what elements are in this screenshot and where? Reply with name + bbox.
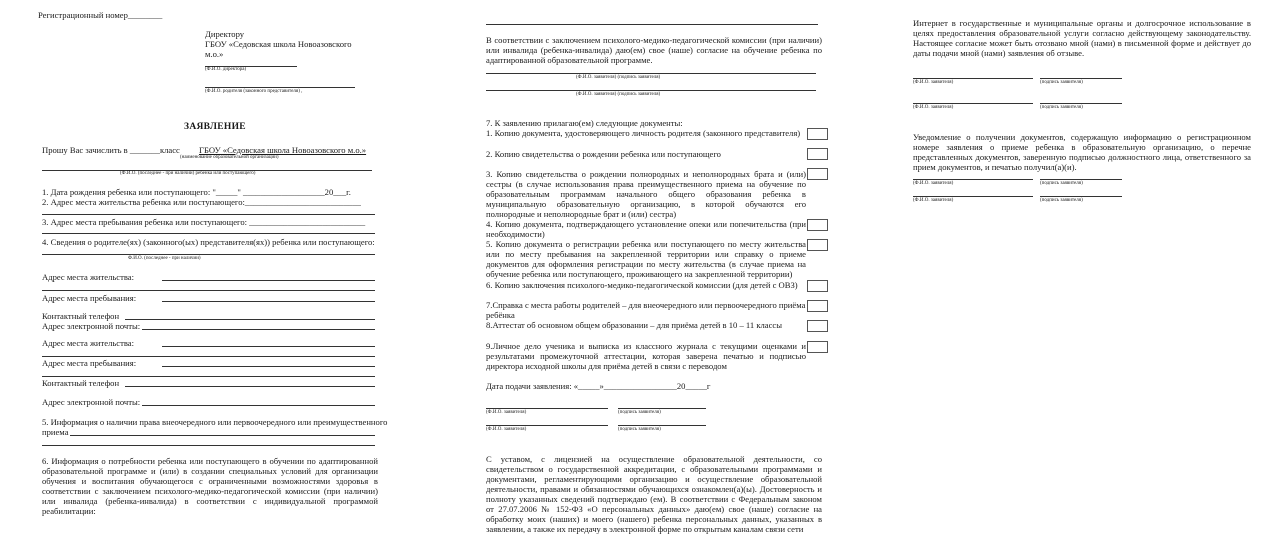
p3-sign-sig-caption-3: (подпись заявителя) bbox=[1040, 181, 1083, 186]
sign-fio-caption-1: (Ф.И.О. заявителя) bbox=[486, 410, 527, 415]
p3-sign-fio-caption-3: (Ф.И.О. заявителя) bbox=[913, 181, 954, 186]
p3-sign-sig-caption-4: (подпись заявителя) bbox=[1040, 198, 1083, 203]
blank-line bbox=[1040, 179, 1122, 180]
doc-item-1: 1. Копию документа, удостоверяющего личность родителя (законного представителя) bbox=[486, 128, 801, 138]
blank-line bbox=[42, 445, 375, 446]
item-7-title: 7. К заявлению прилагаю(ем) следующие документы: bbox=[486, 118, 683, 128]
blank-line bbox=[618, 425, 706, 426]
page-1 bbox=[0, 0, 420, 547]
school-name-line2: м.о.» bbox=[205, 49, 224, 59]
blank-line bbox=[42, 376, 375, 377]
blank-line bbox=[618, 408, 706, 409]
blank-line bbox=[162, 301, 375, 302]
doc-checkbox-2[interactable] bbox=[807, 148, 828, 160]
blank-line bbox=[142, 405, 375, 406]
doc-checkbox-7[interactable] bbox=[807, 300, 828, 312]
blank-line bbox=[142, 329, 375, 330]
blank-line bbox=[486, 24, 818, 25]
blank-line bbox=[913, 179, 1033, 180]
blank-line bbox=[162, 346, 375, 347]
blank-line bbox=[70, 435, 375, 436]
parent-fio-caption: (Ф.И.О. родителя (законного представителя) , bbox=[205, 89, 303, 94]
doc-item-9: 9.Личное дело ученика и выписка из классного журнала с текущими оценками и результатами промежуточной аттестации, которая заверена печатью и подписью директора исходной школы для приёма детей в связи с переводом bbox=[486, 341, 806, 371]
parent2-email-label: Адрес электронной почты: bbox=[42, 397, 141, 407]
item-5-line1: 5. Информация о наличии права внеочередного или первоочередного или преимущественного bbox=[42, 417, 388, 427]
blank-line bbox=[913, 196, 1033, 197]
doc-item-7: 7.Справка с места работы родителей – для внеочередного или первоочередного приёма ребёнка bbox=[486, 300, 806, 320]
blank-line bbox=[42, 214, 375, 215]
director-title: Директору bbox=[205, 29, 245, 39]
org-caption: (наименование образовательной организации) bbox=[180, 155, 279, 160]
blank-line bbox=[913, 103, 1033, 104]
sign-sig-caption-2: (подпись заявителя) bbox=[618, 427, 661, 432]
item-2-residence: 2. Адрес места жительства ребенка или поступающего:___________________________ bbox=[42, 197, 361, 207]
p3-sign-fio-caption-1: (Ф.И.О. заявителя) bbox=[913, 80, 954, 85]
page-2 bbox=[428, 0, 858, 547]
consent-text: В соответствии с заключением психолого-медико-педагогической комиссии (при наличии) или инвалида (ребенка-инвалида) даю(ем) свое (наше) согласие на обучение ребенка по адаптированной образовательной программе. bbox=[486, 35, 822, 65]
statement-title: ЗАЯВЛЕНИЕ bbox=[184, 122, 246, 132]
charter-consent-text: С уставом, с лицензией на осуществление образовательной деятельности, со свидетельством о государственной аккредитации, с образовательными программами и документами, регламентирующими организацию и осуществление образовательной деятельности, правами и обязанностями обучающихся ознакомлен(а)(ы). Достоверность и полноту указанных сведений подтверждаю (ем). В соответствии с Федеральным законом от 27.07.2006 № 152-ФЗ «О персональных данных» даю(ем) свое (наше) согласие на обработку моих (наших) и моего (нашего) ребенка персональных данных, указанных в заявлении, а также их передачу в электронной форме по открытым каналам связи сети bbox=[486, 454, 822, 534]
sign-fio-caption-2: (Ф.И.О. заявителя) bbox=[486, 427, 527, 432]
blank-line bbox=[125, 319, 375, 320]
parent2-phone-label: Контактный телефон bbox=[42, 378, 120, 388]
blank-line bbox=[42, 254, 375, 255]
parent1-address-stay-label: Адрес места пребывания: bbox=[42, 293, 137, 303]
p3-sign-fio-caption-4: (Ф.И.О. заявителя) bbox=[913, 198, 954, 203]
blank-line bbox=[42, 233, 375, 234]
sign-caption-1: (Ф.И.О. заявителя) (подпись заявителя) bbox=[576, 75, 661, 80]
school-name-line1: ГБОУ «Седовская школа Новоазовского bbox=[205, 39, 352, 49]
p3-sign-sig-caption-2: (подпись заявителя) bbox=[1040, 105, 1083, 110]
item-5-line2: приема bbox=[42, 427, 69, 437]
doc-checkbox-1[interactable] bbox=[807, 128, 828, 140]
doc-checkbox-8[interactable] bbox=[807, 320, 828, 332]
p3-sign-fio-caption-2: (Ф.И.О. заявителя) bbox=[913, 105, 954, 110]
blank-line bbox=[162, 280, 375, 281]
parent1-address-live-label: Адрес места жительства: bbox=[42, 272, 135, 282]
child-fio-caption: (Ф.И.О. (последнее - при наличии) ребенка или поступающего) bbox=[120, 171, 256, 176]
blank-line bbox=[42, 356, 375, 357]
doc-checkbox-9[interactable] bbox=[807, 341, 828, 353]
doc-item-8: 8.Аттестат об основном общем образовании – для приёма детей в 10 – 11 классы bbox=[486, 320, 783, 330]
blank-line bbox=[125, 386, 375, 387]
blank-line bbox=[1040, 196, 1122, 197]
blank-line bbox=[42, 290, 375, 291]
parent-fio-line bbox=[205, 87, 355, 88]
item-4-parents: 4. Сведения о родителе(ях) (законного(ых) представителя(ях)) ребенка или поступающего: bbox=[42, 237, 375, 247]
blank-line bbox=[1040, 103, 1122, 104]
doc-checkbox-6[interactable] bbox=[807, 280, 828, 292]
doc-checkbox-5[interactable] bbox=[807, 239, 828, 251]
request-prefix: Прошу Вас зачислить в _______класс bbox=[42, 145, 180, 155]
blank-line bbox=[162, 366, 375, 367]
blank-line bbox=[486, 408, 608, 409]
doc-item-2: 2. Копию свидетельства о рождении ребенка или поступающего bbox=[486, 149, 721, 159]
item-3-stay: 3. Адрес места пребывания ребенка или поступающего: ___________________________ bbox=[42, 217, 366, 227]
parent2-address-stay-label: Адрес места пребывания: bbox=[42, 358, 137, 368]
director-fio-caption: (Ф.И.О. директора) bbox=[205, 67, 247, 72]
doc-item-4: 4. Копию документа, подтверждающего установление опеки или попечительства (при необходимости) bbox=[486, 219, 806, 239]
parent2-address-live-label: Адрес места жительства: bbox=[42, 338, 135, 348]
sign-sig-caption-1: (подпись заявителя) bbox=[618, 410, 661, 415]
doc-item-5: 5. Копию документа о регистрации ребенка или поступающего по месту жительства или по месту пребывания на закрепленной территории или справку о приеме документов для оформления регистрации по месту жительства (в случае приема на обучение ребенка или поступающего, проживающего на закрепленной территории) bbox=[486, 239, 806, 279]
internet-consent-text: Интернет в государственные и муниципальные органы и долгосрочное использование в целях предоставления образовательной услуги согласно действующему законодательству. Настоящее согласие может быть отозвано мной (нами) в письменной форме и действует до даты подачи мной (нами) заявления об отзыве. bbox=[913, 18, 1251, 58]
registration-number: Регистрационный номер________ bbox=[38, 10, 163, 20]
doc-checkbox-3[interactable] bbox=[807, 168, 828, 180]
parent-fio-short-caption: Ф.И.О. (последнее - при наличии) bbox=[128, 256, 201, 261]
blank-line bbox=[913, 78, 1033, 79]
receipt-notice-text: Уведомление о получении документов, содержащую информацию о регистрационном номере заявления о приеме ребенка в образовательную организацию, о перечне представленных документов, заверенную подписью должностного лица, ответственного за прием документов, и печатью получил(а)(и). bbox=[913, 132, 1251, 172]
doc-checkbox-4[interactable] bbox=[807, 219, 828, 231]
item-6-text: 6. Информация о потребности ребенка или поступающего в обучении по адаптированной образовательной программе и (или) в создании специальных условий для организации обучения и воспитания обучающегося с ограниченными возможностями здоровья в соответствии с заключением психолого-медико-педагогической комиссии (при наличии) или инвалида (ребенка-инвалида) в соответствии с индивидуальной программой реабилитации: bbox=[42, 456, 378, 516]
doc-item-3: 3. Копию свидетельства о рождении полнородных и неполнородных брата и (или) сестры (в случае использования права преимущественного приема на обучение по образовательным программам начального общего образования ребенка в муниципальную образовательную организацию, в которой обучаются его полнородные и неполнородные брат и (или) сестра) bbox=[486, 169, 806, 219]
blank-line bbox=[1040, 78, 1122, 79]
p3-sign-sig-caption-1: (подпись заявителя) bbox=[1040, 80, 1083, 85]
parent1-email-label: Адрес электронной почты: bbox=[42, 321, 141, 331]
page-3 bbox=[866, 0, 1280, 547]
doc-item-6: 6. Копию заключения психолого-медико-педагогической комиссии (для детей с ОВЗ) bbox=[486, 280, 798, 290]
application-date: Дата подачи заявления: «_____»_________________20_____г bbox=[486, 381, 711, 391]
request-school: ГБОУ «Седовская школа Новоазовского м.о.» bbox=[199, 145, 367, 155]
blank-line bbox=[486, 90, 816, 91]
blank-line bbox=[486, 425, 608, 426]
parent1-phone-label: Контактный телефон bbox=[42, 311, 120, 321]
item-1-birthdate: 1. Дата рождения ребенка или поступающего: "_____" ___________________20___г. bbox=[42, 187, 351, 197]
sign-caption-2: (Ф.И.О. заявителя) (подпись заявителя) bbox=[576, 92, 661, 97]
blank-line bbox=[486, 73, 816, 74]
